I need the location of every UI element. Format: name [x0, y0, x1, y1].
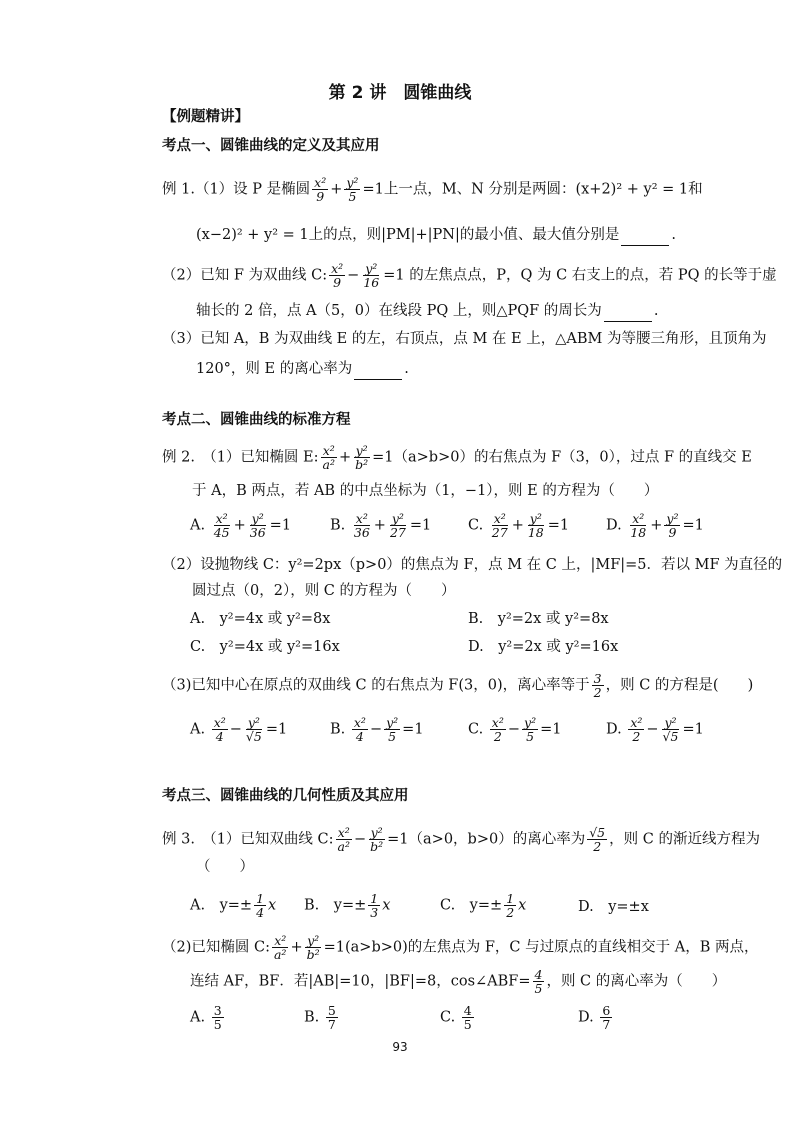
numerator: 4 — [463, 1003, 472, 1018]
numerator: x² — [353, 715, 366, 730]
denominator: 2 — [593, 685, 602, 700]
numerator: 1 — [370, 891, 379, 906]
section-heading-2: 考点二、圆锥曲线的标准方程 — [162, 412, 351, 428]
denominator: b² — [306, 947, 320, 962]
fraction — [384, 716, 400, 743]
fraction — [212, 512, 232, 539]
numerator: x² — [493, 511, 506, 526]
ex1-p1-line2: (x−2)² + y² = 1上的点，则|PM|+|PN|的最小值、最大值分别是 . — [196, 224, 676, 246]
ex2-q1-option-d: D. $\frac{\text{x²}}{18}$ + $\frac{\text{y²}}{9}$ =1 — [606, 511, 704, 540]
denominator: 27 — [389, 525, 406, 540]
option-label: D. — [606, 517, 622, 534]
option-label: C. y=± — [440, 897, 503, 914]
numerator: y² — [365, 261, 378, 276]
text: =1 的左焦点点，P，Q 为 C 右支上的点，若 PQ 的长等于虚 — [383, 267, 777, 284]
fraction — [352, 512, 372, 539]
fraction — [533, 968, 545, 995]
denominator: 2 — [593, 839, 602, 854]
fraction — [244, 716, 264, 743]
numerator: 1 — [256, 891, 265, 906]
ex2-p1-line2: 于 A，B 两点，若 AB 的中点坐标为（1，−1），则 E 的方程为（ ） — [192, 483, 659, 499]
text: 例 2. （1）已知椭圆 E: — [162, 449, 319, 466]
denominator: 9 — [668, 525, 677, 540]
fraction — [336, 826, 352, 853]
denominator: a² — [273, 947, 287, 962]
denominator: 4 — [256, 905, 265, 920]
option-label: C. — [468, 721, 484, 738]
numerator: x² — [630, 715, 643, 730]
numerator: x² — [314, 175, 327, 190]
numerator: √5 — [589, 825, 606, 840]
numerator: x² — [632, 511, 645, 526]
fraction — [664, 512, 680, 539]
ex3-p1-line1: 例 3. （1）已知双曲线 C: $\frac{\text{x²}}{\text{a²}}$ − $\frac{\text{y²}}{\text{b²}}$ =1（a>0，b>0）的离心率为 $\frac{√5}{2}$ ，则 C 的渐近线方程为 — [162, 825, 760, 854]
numerator: x² — [274, 933, 287, 948]
answer-blank — [354, 365, 402, 380]
ex1-p2-line1: （2）已知 F 为双曲线 C: $\frac{\text{x²}}{9}$ − $\frac{\text{y²}}{16}$ =1 的左焦点点，P，Q 为 C 右支上的点，若 PQ 的长等于虚 — [162, 261, 777, 290]
fraction — [212, 716, 228, 743]
denominator: 7 — [602, 1017, 611, 1032]
ex2-q1-option-a: A. $\frac{\text{x²}}{45}$ + $\frac{\text{y²}}{36}$ =1 — [190, 511, 292, 540]
denominator: 3 — [370, 905, 379, 920]
page-number: 93 — [392, 1040, 408, 1054]
numerator: x² — [355, 511, 368, 526]
fraction — [353, 444, 370, 471]
text: （2)已知椭圆 C: — [162, 939, 270, 956]
option-label: B. y=± — [304, 897, 367, 914]
text: 例 3. （1）已知双曲线 C: — [162, 831, 334, 848]
denominator: a² — [322, 457, 335, 472]
numerator: y² — [307, 933, 320, 948]
numerator: y² — [355, 443, 368, 458]
ex2-p2-line2: 圆过点（0，2），则 C 的方程为（ ） — [192, 583, 456, 599]
ex3-p1-line2: （ ） — [196, 859, 254, 875]
text: 120°，则 E 的离心率为 — [196, 361, 353, 377]
ex3-q2-option-b — [304, 1004, 340, 1031]
numerator: y² — [346, 175, 359, 190]
numerator: x² — [322, 443, 335, 458]
ex1-p2-line2: 轴长的 2 倍，点 A（5，0）在线段 PQ 上，则△PQF 的周长为 . — [196, 300, 658, 322]
ex2-q2-option-d: D. y²=2x 或 y²=16x — [468, 639, 619, 655]
text: 连结 AF，BF．若|AB|=10，|BF|=8，cos∠ABF= — [190, 973, 531, 990]
denominator: √5 — [662, 729, 679, 744]
ex1-p3-line1: （3）已知 A，B 为双曲线 E 的左，右顶点，点 M 在 E 上，△ABM 为等腰三角形，且顶角为 — [162, 331, 767, 347]
fraction — [462, 1004, 474, 1031]
text: 例 1.（1）设 P 是椭圆 — [162, 181, 311, 198]
fraction — [329, 262, 345, 289]
fraction — [504, 892, 516, 919]
ex3-q2-option-c — [440, 1004, 476, 1031]
denominator: 4 — [215, 729, 224, 744]
denominator: 45 — [213, 525, 230, 540]
denominator: 2 — [506, 905, 515, 920]
ex2-q1-option-b: B. $\frac{\text{x²}}{36}$ + $\frac{\text{y²}}{27}$ =1 — [330, 511, 432, 540]
fraction — [361, 262, 381, 289]
numerator: y² — [664, 715, 677, 730]
ex2-q2-option-b: B. y²=2x 或 y²=8x — [468, 611, 609, 627]
numerator: 4 — [534, 967, 543, 982]
denominator: 5 — [213, 1017, 222, 1032]
ex3-q1-option-a: A. y=± $\frac{1}{4}$ x — [190, 891, 277, 920]
fraction — [490, 716, 506, 743]
denominator: 18 — [630, 525, 647, 540]
text: (x−2)² + y² = 1上的点，则|PM|+|PN|的最小值、最大值分别是 — [196, 227, 620, 243]
denominator: 27 — [491, 525, 508, 540]
text: （2）已知 F 为双曲线 C: — [162, 267, 328, 284]
numerator: x² — [337, 825, 350, 840]
text: ，则 C 的渐近线方程为 — [609, 831, 760, 848]
denominator: 16 — [363, 275, 380, 290]
denominator: 5 — [526, 729, 535, 744]
text: （3)已知中心在原点的双曲线 C 的右焦点为 F(3，0)，离心率等于 — [162, 677, 590, 694]
answer-blank — [621, 231, 669, 246]
ex2-q3-option-c: C. $\frac{\text{x²}}{2}$ − $\frac{\text{y²}}{5}$ =1 — [468, 715, 562, 744]
section-heading-1: 考点一、圆锥曲线的定义及其应用 — [162, 138, 380, 154]
section-tag: 【例题精讲】 — [162, 109, 249, 125]
option-label: D. — [606, 721, 622, 738]
fraction — [592, 672, 604, 699]
denominator: 2 — [493, 729, 502, 744]
ex1-p3-line2: 120°，则 E 的离心率为 . — [196, 358, 409, 380]
numerator: y² — [666, 511, 679, 526]
ex2-q3-option-b: B. $\frac{\text{x²}}{4}$ − $\frac{\text{y²}}{5}$ =1 — [330, 715, 424, 744]
fraction — [305, 934, 322, 961]
denominator: 36 — [249, 525, 266, 540]
option-label: A. — [190, 721, 206, 738]
answer-blank — [604, 307, 652, 322]
numerator: y² — [386, 715, 399, 730]
fraction — [628, 512, 648, 539]
option-label: B. — [330, 517, 346, 534]
numerator: y² — [251, 511, 264, 526]
ex2-q1-option-c: C. $\frac{\text{x²}}{27}$ + $\frac{\text{y²}}{18}$ =1 — [468, 511, 570, 540]
denominator: 5 — [534, 981, 543, 996]
text: =1(a>b>0)的左焦点为 F，C 与过原点的直线相交于 A，B 两点， — [323, 939, 759, 956]
numerator: 3 — [213, 1003, 222, 1018]
text: ，则 C 的方程是( ) — [605, 677, 754, 694]
fraction — [326, 1004, 338, 1031]
numerator: x² — [491, 715, 504, 730]
ex3-p2-line1: （2)已知椭圆 C: $\frac{\text{x²}}{\text{a²}}$ + $\frac{\text{y²}}{\text{b²}}$ =1(a>b>0)的左焦点为 F，C 与过原点的直线相交于 A，B 两点， — [162, 933, 759, 962]
ex3-q1-option-c: C. y=± $\frac{1}{2}$ x — [440, 891, 527, 920]
option-label: A. y=± — [190, 897, 253, 914]
denominator: 5 — [463, 1017, 472, 1032]
fraction — [628, 716, 644, 743]
ex2-q2-option-c: C. y²=4x 或 y²=16x — [190, 639, 340, 655]
page-title: 第 2 讲 圆锥曲线 — [328, 83, 472, 103]
option-label: A. — [190, 517, 206, 534]
fraction — [587, 826, 607, 853]
numerator: 6 — [602, 1003, 611, 1018]
numerator: y² — [370, 825, 383, 840]
fraction — [526, 512, 546, 539]
denominator: 36 — [353, 525, 370, 540]
fraction — [388, 512, 408, 539]
denominator: √5 — [245, 729, 262, 744]
ex3-q2-option-a — [190, 1004, 226, 1031]
numerator: y² — [529, 511, 542, 526]
ex3-p2-line2 — [190, 968, 726, 995]
denominator: 5 — [348, 189, 357, 204]
text: =1上一点，M、N 分别是两圆：(x+2)² + y² = 1和 — [362, 181, 703, 198]
numerator: x² — [331, 261, 344, 276]
numerator: x² — [213, 715, 226, 730]
fraction — [661, 716, 681, 743]
fraction — [368, 892, 380, 919]
fraction — [490, 512, 510, 539]
option-label: C. — [468, 517, 484, 534]
fraction — [352, 716, 368, 743]
ex2-p2-line1: （2）设抛物线 C：y²=2px（p>0）的焦点为 F，点 M 在 C 上，|MF|=5．若以 MF 为直径的 — [162, 557, 783, 573]
numerator: 5 — [327, 1003, 336, 1018]
ex3-q1-option-b: B. y=± $\frac{1}{3}$ x — [304, 891, 391, 920]
denominator: 4 — [355, 729, 364, 744]
text: =1（a>b>0）的右焦点为 F（3，0），过点 F 的直线交 E — [372, 449, 752, 466]
fraction — [272, 934, 288, 961]
denominator: 5 — [388, 729, 397, 744]
ex1-p1-line1: 例 1.（1）设 P 是椭圆 $\frac{\text{x²}}{9}$ + $\frac{\text{y²}}{5}$ =1上一点，M、N 分别是两圆：(x+2)² + y² = 1和 — [162, 175, 703, 204]
ex3-q2-option-d — [578, 1004, 614, 1031]
text: 轴长的 2 倍，点 A（5，0）在线段 PQ 上，则△PQF 的周长为 — [196, 303, 602, 319]
option-label: D. — [578, 1009, 594, 1026]
numerator: y² — [391, 511, 404, 526]
option-label: A. — [190, 1009, 206, 1026]
option-label: C. — [440, 1009, 456, 1026]
denominator: a² — [337, 839, 350, 854]
fraction — [522, 716, 538, 743]
section-heading-3: 考点三、圆锥曲线的几何性质及其应用 — [162, 788, 409, 804]
fraction — [344, 176, 360, 203]
denominator: 7 — [327, 1017, 336, 1032]
fraction — [254, 892, 266, 919]
numerator: y² — [247, 715, 260, 730]
ex2-p1-line1: 例 2. （1）已知椭圆 E: $\frac{\text{x²}}{\text{a²}}$ + $\frac{\text{y²}}{\text{b²}}$ =1（a>b>0）的右焦点为 F（3，0），过点 F 的直线交 E — [162, 443, 752, 472]
denominator: 9 — [316, 189, 325, 204]
fraction — [368, 826, 385, 853]
denominator: 9 — [333, 275, 342, 290]
denominator: 2 — [632, 729, 641, 744]
fraction — [312, 176, 328, 203]
ex2-q3-option-a: A. $\frac{\text{x²}}{4}$ − $\frac{\text{y²}}{√5}$ =1 — [190, 715, 288, 744]
option-label: B. — [304, 1009, 320, 1026]
fraction — [600, 1004, 612, 1031]
option-label: B. — [330, 721, 346, 738]
fraction — [248, 512, 268, 539]
numerator: x² — [215, 511, 228, 526]
denominator: b² — [355, 457, 369, 472]
ex3-q1-option-d: D. y=±x — [578, 899, 649, 915]
ex2-q2-option-a: A. y²=4x 或 y²=8x — [190, 611, 331, 627]
denominator: 18 — [527, 525, 544, 540]
numerator: 1 — [506, 891, 515, 906]
text: ，则 C 的离心率为（ ） — [546, 973, 727, 990]
numerator: 3 — [593, 671, 602, 686]
fraction — [321, 444, 337, 471]
fraction — [212, 1004, 224, 1031]
ex2-p3-line1 — [162, 672, 753, 699]
denominator: b² — [370, 839, 384, 854]
ex2-q3-option-d: D. $\frac{\text{x²}}{2}$ − $\frac{\text{y²}}{√5}$ =1 — [606, 715, 704, 744]
text: =1（a>0，b>0）的离心率为 — [387, 831, 586, 848]
numerator: y² — [524, 715, 537, 730]
